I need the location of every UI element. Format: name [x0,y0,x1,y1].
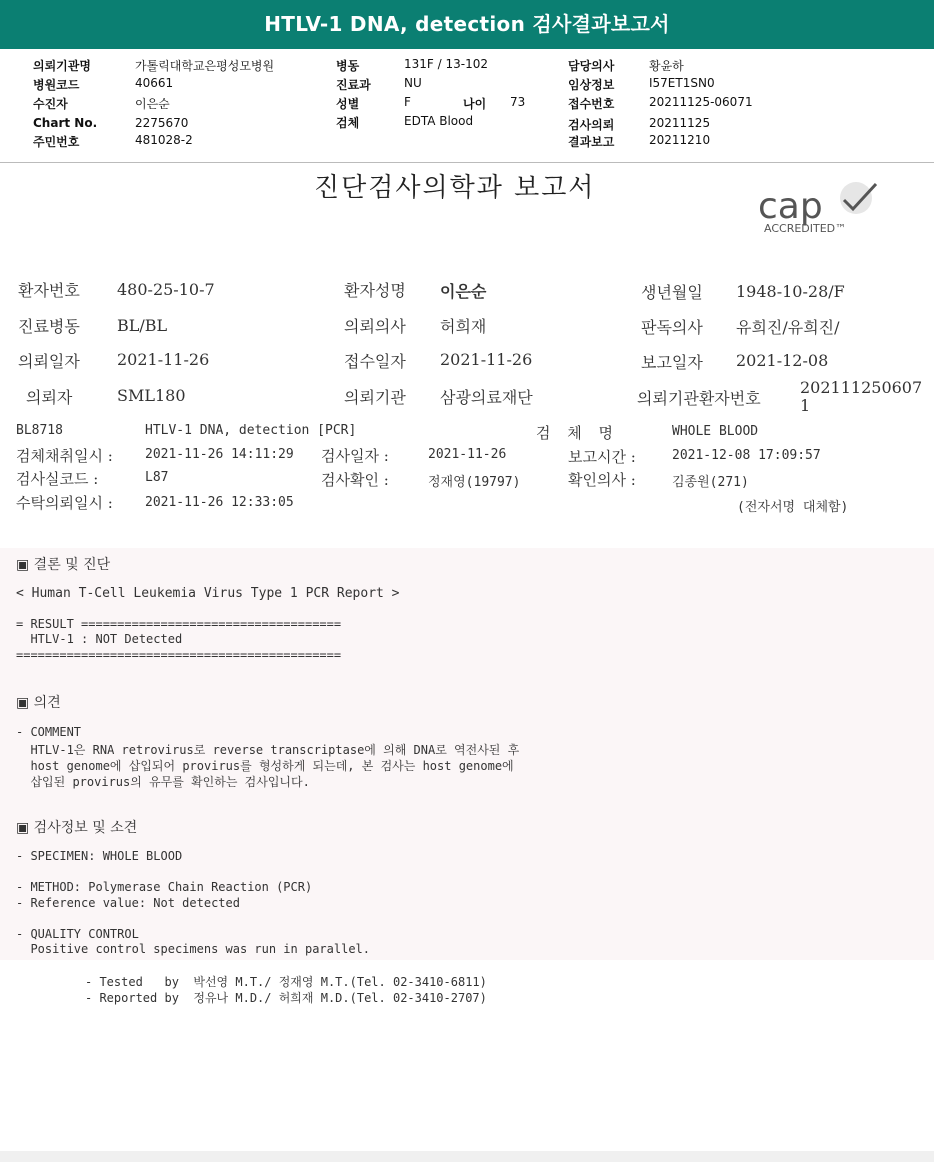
result-footer-line: ============================================= [16,648,342,662]
value-consignment-time: 2021-11-26 12:33:05 [145,495,294,510]
reference-line: - Reference value: Not detected [16,896,240,910]
value-result-report: 20211210 [649,133,711,147]
value-care-ward: BL/BL [117,316,168,335]
test-name: HTLV-1 DNA, detection [PCR] [145,423,357,438]
value-requesting-institution: 가톨릭대학교은평성모병원 [135,59,275,73]
value-test-confirm: 정재영(19797) [428,475,521,490]
label-requesting-institution: 의뢰기관명 [33,59,91,73]
tested-by-line: - Tested by 박선영 M.T./ 정재영 M.T.(Tel. 02-3410-6811) [85,975,487,989]
label-result-report: 결과보고 [568,135,615,149]
label-receipt-date: 접수일자 [344,352,406,371]
qc-line: Positive control specimens was run in parallel. [16,942,371,956]
label-sex: 성별 [336,97,360,111]
reported-by-line: - Reported by 정유나 M.D./ 허희재 M.D.(Tel. 02-3410-2707) [85,991,487,1005]
label-confirming-doctor: 확인의사 : [568,471,636,489]
label-patient: 수진자 [33,97,68,111]
label-patient-name: 환자성명 [344,281,406,300]
report-name: < Human T-Cell Leukemia Virus Type 1 PCR Report > [16,586,400,601]
value-test-request: 20211125 [649,116,711,130]
cap-logo-text: cap [758,186,823,227]
label-hospital-code: 병원코드 [33,78,80,92]
value-ward: 131F / 13-102 [404,57,488,71]
section-test-info-title: ▣ 검사정보 및 소견 [16,820,138,836]
value-patient-name: 이은순 [440,282,487,301]
label-department: 진료과 [336,78,371,92]
cap-logo-mark [756,178,884,236]
value-confirming-doctor: 김종원(271) [672,475,749,490]
label-reading-doctor: 판독의사 [641,318,703,337]
label-lab-code: 검사실코드 : [16,470,99,488]
value-reading-doctor: 유희진/유희진/ [736,318,840,337]
cap-logo-subtext: ACCREDITED™ [764,222,847,235]
label-report-date: 보고일자 [641,353,703,372]
value-receipt-number: 20211125-06071 [649,95,753,109]
label-care-ward: 진료병동 [18,317,80,336]
value-specimen-name: WHOLE BLOOD [672,424,759,439]
value-test-date: 2021-11-26 [428,447,507,462]
label-requesting-doctor: 의뢰의사 [344,317,406,336]
test-code: BL8718 [16,423,63,438]
value-hospital-code: 40661 [135,76,174,90]
value-requester: SML180 [117,386,186,405]
value-requesting-doctor: 허희재 [440,317,487,336]
label-report-time: 보고시간 : [568,448,636,466]
value-age: 73 [510,95,526,109]
value-patient-number: 480-25-10-7 [117,280,215,299]
label-chart-no: Chart No. [33,116,98,130]
label-clinical-info: 임상정보 [568,78,615,92]
value-department: NU [404,76,422,90]
value-resident-number: 481028-2 [135,133,193,147]
method-line: - METHOD: Polymerase Chain Reaction (PCR) [16,880,313,894]
section-conclusion-title: ▣ 결론 및 진단 [16,557,111,573]
value-report-time: 2021-12-08 17:09:57 [672,448,821,463]
label-birth-date: 생년월일 [641,283,703,302]
value-clinical-info: I57ET1SN0 [649,76,715,90]
header-divider [0,162,934,163]
comment-line-2: host genome에 삽입되어 provirus를 형성하게 되는데, 본 검사는 host genome에 [16,759,514,773]
value-request-date: 2021-11-26 [117,350,210,369]
value-org-patient-number: 202111250607 [800,378,923,397]
label-test-request: 검사의뢰 [568,118,615,132]
value-report-date: 2021-12-08 [736,351,829,370]
comment-line-1: HTLV-1은 RNA retrovirus로 reverse transcriptase에 의해 DNA로 역전사된 후 [16,743,520,757]
value-birth-date: 1948-10-28/F [736,282,845,301]
value-attending-doctor: 황윤하 [649,59,684,73]
result-header-line: = RESULT ==================================== [16,617,342,631]
bottom-bar [0,1151,934,1162]
value-patient: 이은순 [135,97,170,111]
value-chart-no: 2275670 [135,116,189,130]
value-org-patient-number-suffix: 1 [800,396,811,415]
label-test-confirm: 검사확인 : [321,471,389,489]
label-request-date: 의뢰일자 [18,352,80,371]
comment-head: - COMMENT [16,725,82,739]
label-requesting-org: 의뢰기관 [344,388,406,407]
value-sex: F [404,95,411,109]
label-patient-number: 환자번호 [18,281,80,300]
value-lab-code: L87 [145,470,169,485]
value-specimen: EDTA Blood [404,114,474,128]
banner-title: HTLV-1 DNA, detection 검사결과보고서 [264,12,670,36]
label-ward: 병동 [336,59,360,73]
esign-note: (전자서명 대체함) [737,500,849,515]
label-attending-doctor: 담당의사 [568,59,615,73]
label-org-patient-number: 의뢰기관환자번호 [637,389,761,408]
label-requester: 의뢰자 [26,388,73,407]
label-test-date: 검사일자 : [321,447,389,465]
qc-head: - QUALITY CONTROL [16,927,139,941]
label-age: 나이 [463,97,487,111]
value-requesting-org: 삼광의료재단 [440,388,533,407]
label-receipt-number: 접수번호 [568,97,615,111]
section-opinion-title: ▣ 의견 [16,695,61,711]
label-specimen: 검체 [336,116,360,130]
label-resident-number: 주민번호 [33,135,80,149]
specimen-line: - SPECIMEN: WHOLE BLOOD [16,849,183,863]
value-collection-time: 2021-11-26 14:11:29 [145,447,294,462]
label-specimen-name: 검 체 명 [536,424,620,442]
label-consignment-time: 수탁의뢰일시 : [16,494,113,512]
result-value: HTLV-1 : NOT Detected [16,632,183,646]
comment-line-3: 삽입된 provirus의 유무를 확인하는 검사입니다. [16,775,310,789]
label-collection-time: 검체채취일시 : [16,447,113,465]
value-receipt-date: 2021-11-26 [440,350,533,369]
report-title: 진단검사의학과 보고서 [314,173,596,203]
cap-accredited-logo [756,178,884,236]
